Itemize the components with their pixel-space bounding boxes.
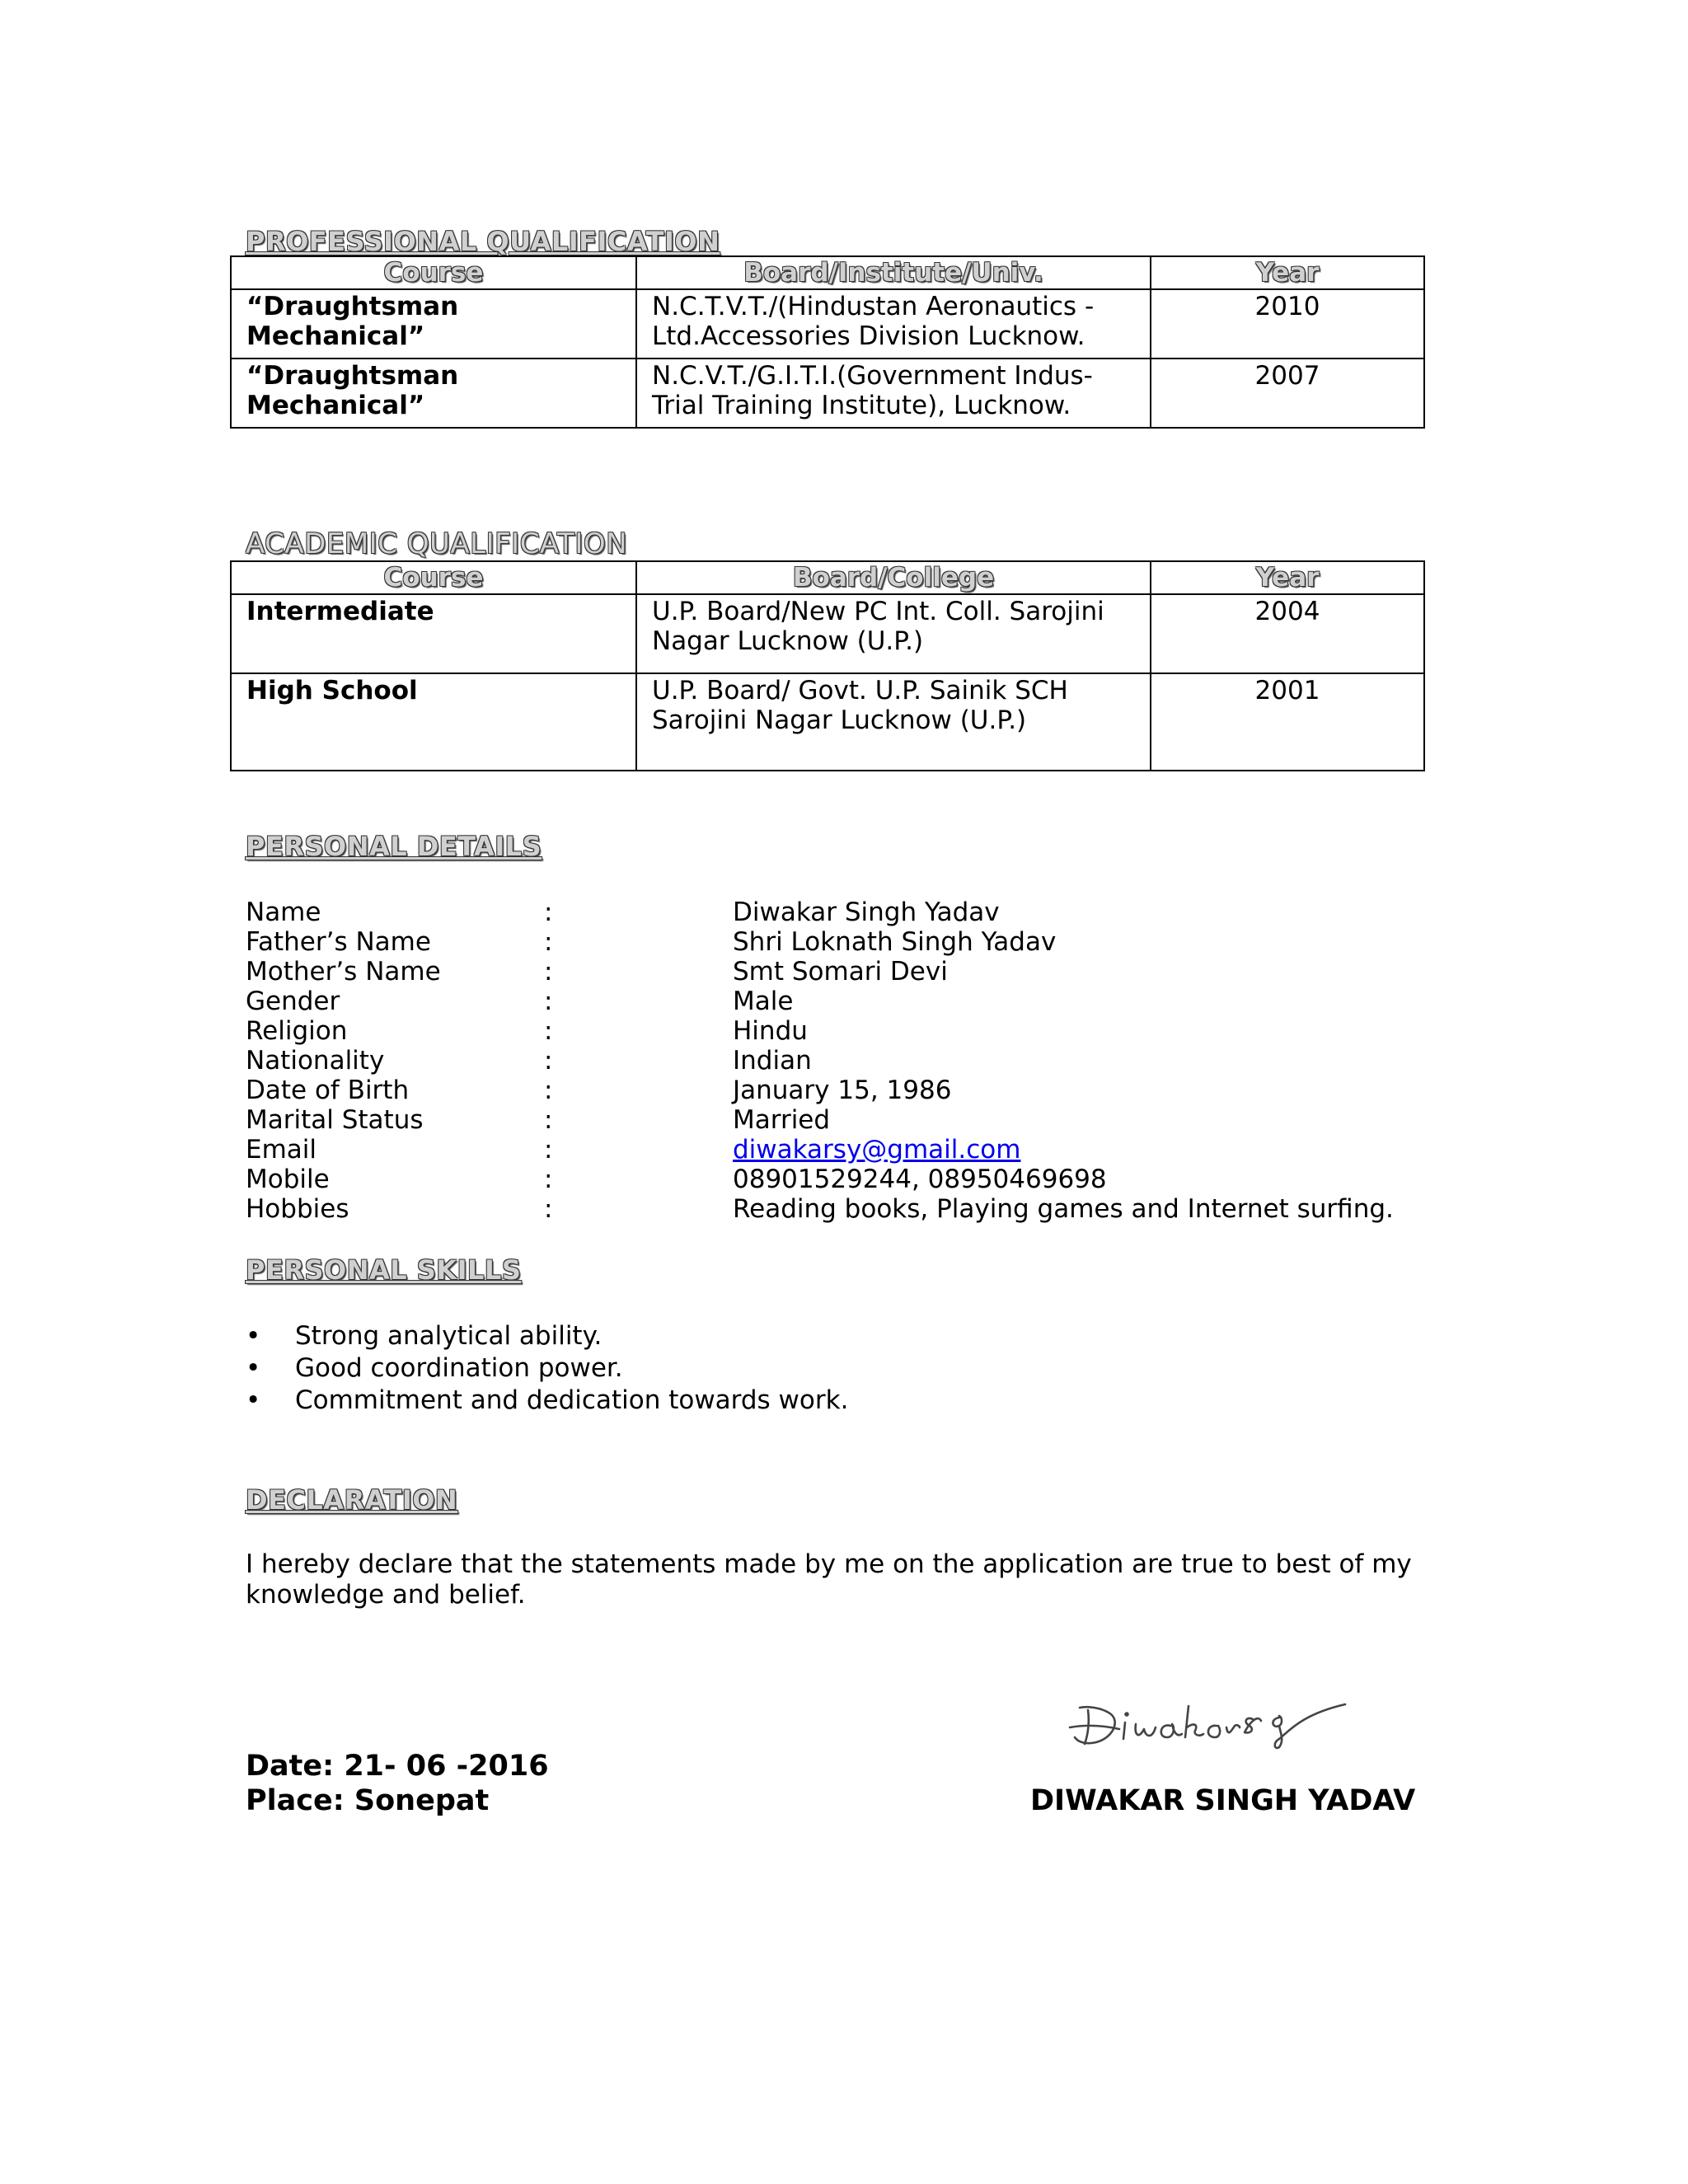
detail-value: Hindu (733, 1016, 808, 1046)
board-cell: U.P. Board/New PC Int. Coll. Sarojini Nagar Lucknow (U.P.) (636, 594, 1151, 673)
year-cell: 2004 (1151, 594, 1424, 673)
declaration-heading: DECLARATION (246, 1484, 458, 1516)
detail-value: Indian (733, 1046, 812, 1076)
detail-separator: : (544, 898, 553, 927)
table-row (231, 673, 1424, 771)
detail-label: Date of Birth (246, 1076, 410, 1105)
column-header-year: Year (1151, 561, 1424, 594)
course-cell: Intermediate (231, 594, 636, 673)
detail-label: Marital Status (246, 1105, 424, 1135)
detail-value: Shri Loknath Singh Yadav (733, 927, 1057, 957)
skill-text: Good coordination power. (295, 1353, 623, 1383)
course-cell: “Draughtsman Mechanical” (231, 289, 636, 359)
column-header-board: Board/Institute/Univ. (636, 256, 1151, 289)
date-line: Date: 21- 06 -2016 (246, 1750, 549, 1783)
course-cell: “Draughtsman Mechanical” (231, 359, 636, 428)
table-header-row (231, 561, 1424, 594)
column-header-course: Course (231, 561, 636, 594)
detail-separator: : (544, 957, 553, 987)
detail-value: Male (733, 987, 794, 1016)
detail-value: Married (733, 1105, 831, 1135)
skill-text: Commitment and dedication towards work. (295, 1385, 849, 1415)
table-row (231, 359, 1424, 428)
bullet-icon: • (246, 1385, 261, 1415)
detail-label: Religion (246, 1016, 348, 1046)
detail-value: Diwakar Singh Yadav (733, 898, 1000, 927)
detail-separator: : (544, 1105, 553, 1135)
board-cell: N.C.V.T./G.I.T.I.(Government Indus-Trial Training Institute), Lucknow. (636, 359, 1151, 428)
detail-separator: : (544, 1165, 553, 1194)
board-cell: N.C.T.V.T./(Hindustan Aeronautics - Ltd.Accessories Division Lucknow. (636, 289, 1151, 359)
personal-details-heading: PERSONAL DETAILS (246, 831, 542, 862)
place-line: Place: Sonepat (246, 1784, 490, 1817)
detail-separator: : (544, 987, 553, 1016)
column-header-year: Year (1151, 256, 1424, 289)
detail-value: January 15, 1986 (733, 1076, 952, 1105)
table-row (231, 594, 1424, 673)
bullet-icon: • (246, 1321, 261, 1351)
detail-separator: : (544, 1135, 553, 1165)
detail-label: Father’s Name (246, 927, 431, 957)
detail-label: Mobile (246, 1165, 330, 1194)
detail-label: Gender (246, 987, 340, 1016)
detail-value: Smt Somari Devi (733, 957, 948, 987)
detail-value: 08901529244, 08950469698 (733, 1165, 1107, 1194)
signature-drawing (1063, 1690, 1376, 1764)
year-cell: 2001 (1151, 673, 1424, 771)
academic-qualification-table (230, 560, 1425, 771)
detail-label: Mother’s Name (246, 957, 441, 987)
detail-separator: : (544, 1016, 553, 1046)
detail-separator: : (544, 1076, 553, 1105)
email-link[interactable]: diwakarsy@gmail.com (733, 1135, 1021, 1165)
board-cell: U.P. Board/ Govt. U.P. Sainik SCH Sarojini Nagar Lucknow (U.P.) (636, 673, 1151, 771)
professional-qualification-heading: PROFESSIONAL QUALIFICATION (246, 226, 720, 257)
academic-qualification-heading: ACADEMIC QUALIFICATION (246, 527, 628, 560)
year-cell: 2010 (1151, 289, 1424, 359)
signature-image (1063, 1690, 1376, 1764)
personal-skills-heading: PERSONAL SKILLS (246, 1254, 522, 1286)
column-header-course: Course (231, 256, 636, 289)
skill-text: Strong analytical ability. (295, 1321, 603, 1351)
detail-label: Hobbies (246, 1194, 349, 1224)
detail-label: Name (246, 898, 321, 927)
detail-separator: : (544, 1194, 553, 1224)
course-cell: High School (231, 673, 636, 771)
signatory-name: DIWAKAR SINGH YADAV (1030, 1784, 1416, 1817)
bullet-icon: • (246, 1353, 261, 1383)
detail-separator: : (544, 1046, 553, 1076)
detail-separator: : (544, 927, 553, 957)
year-cell: 2007 (1151, 359, 1424, 428)
detail-label: Email (246, 1135, 317, 1165)
table-row (231, 289, 1424, 359)
professional-qualification-table (230, 255, 1425, 429)
declaration-text: I hereby declare that the statements made by me on the application are true to best of my knowledge and belief. (246, 1549, 1412, 1610)
table-header-row (231, 256, 1424, 289)
detail-value: Reading books, Playing games and Internet surfing. (733, 1194, 1394, 1224)
column-header-board: Board/College (636, 561, 1151, 594)
detail-label: Nationality (246, 1046, 385, 1076)
